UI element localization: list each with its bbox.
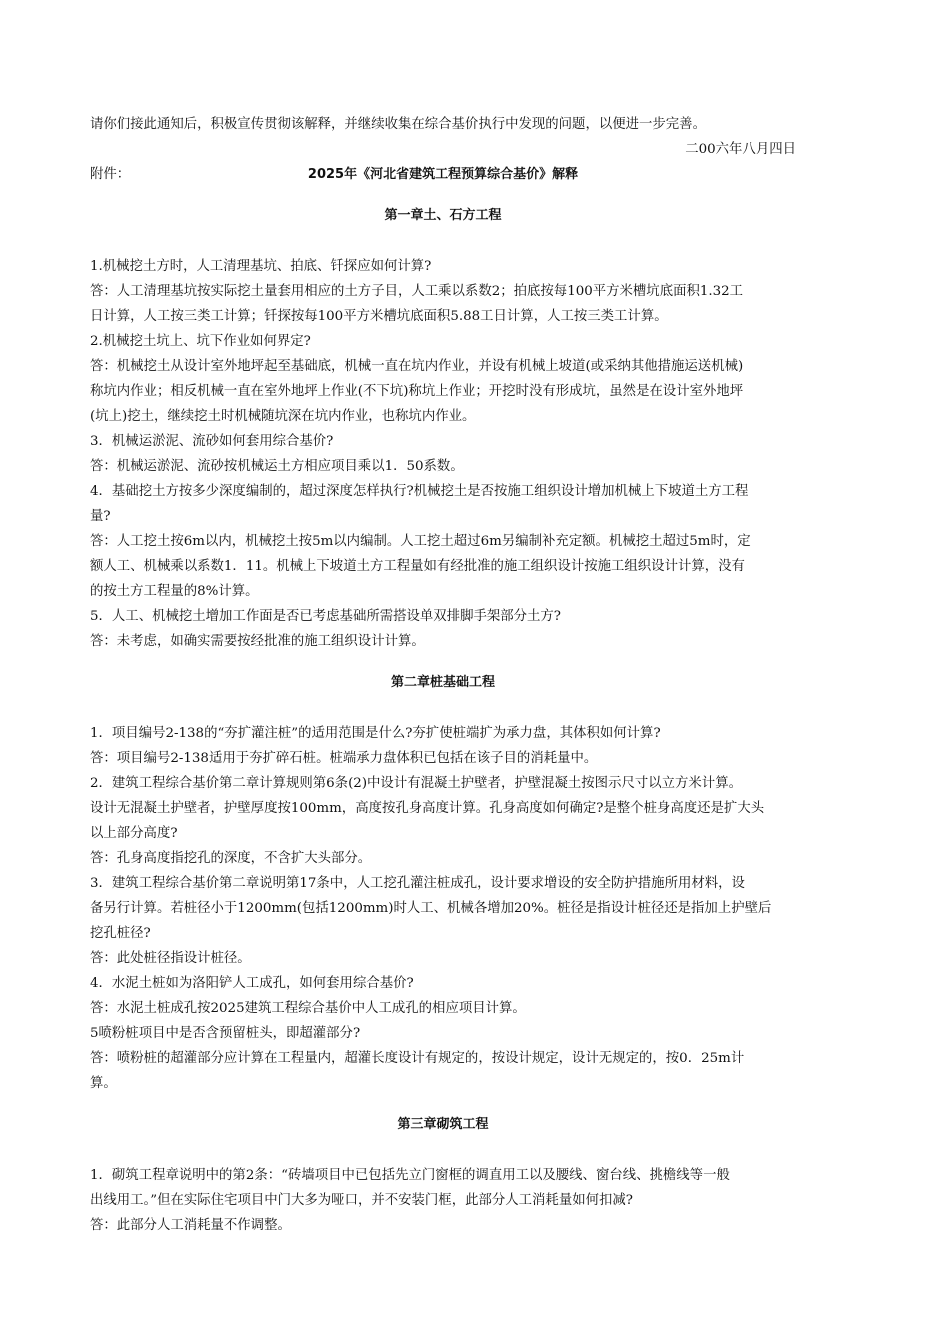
text-line: 3．机械运淤泥、流砂如何套用综合基价?: [90, 434, 334, 449]
text-line: 4．水泥土桩如为洛阳铲人工成孔，如何套用综合基价?: [90, 976, 414, 991]
text-line: 答：水泥土桩成孔按2025建筑工程综合基价中人工成孔的相应项目计算。: [90, 1001, 526, 1016]
text-line: 答：机械运淤泥、流砂按机械运土方相应项目乘以1．50系数。: [90, 459, 464, 474]
issue-date: 二00六年八月四日: [685, 142, 796, 157]
text-line: 备另行计算。若桩径小于1200mm(包括1200mm)时人工、机械各增加20%。桩径是指设计桩径还是指加上护壁后: [90, 901, 772, 916]
text-line: 1．砌筑工程章说明中的第2条：“砖墙项目中已包括先立门窗框的调直用工以及腰线、窗台线、挑檐线等一般: [90, 1168, 730, 1183]
text-line: 1．项目编号2-138的“夯扩灌注桩”的适用范围是什么?夯扩使桩端扩为承力盘，其体积如何计算?: [90, 726, 661, 741]
text-line: 3．建筑工程综合基价第二章说明第17条中，人工挖孔灌注桩成孔，设计要求增设的安全防护措施所用材料，设: [90, 876, 745, 891]
text-line: 答：此部分人工消耗量不作调整。: [90, 1218, 291, 1233]
text-line: 答：未考虑，如确实需要按经批准的施工组织设计计算。: [90, 634, 425, 649]
chapter-title: 第三章砌筑工程: [397, 1117, 489, 1132]
text-line: 答：人工清理基坑按实际挖土量套用相应的土方子目，人工乘以系数2；拍底按每100平方米槽坑底面积1.32工: [90, 284, 744, 299]
chapter-title: 第二章桩基础工程: [390, 675, 495, 690]
chapter-body: [90, 721, 796, 1096]
intro-paragraph: 请你们接此通知后，积极宣传贯彻该解释，并继续收集在综合基价执行中发现的问题，以便进一步完善。: [90, 117, 706, 132]
text-line: 出线用工。”但在实际住宅项目中门大多为哑口，并不安装门框，此部分人工消耗量如何扣减?: [90, 1193, 633, 1208]
chapter-body: [90, 1163, 796, 1238]
text-line: 5．人工、机械挖土增加工作面是否已考虑基础所需搭设单双排脚手架部分土方?: [90, 609, 561, 624]
chapter-title: 第一章土、石方工程: [384, 208, 502, 223]
text-line: 答：机械挖土从设计室外地坪起至基础底，机械一直在坑内作业，并设有机械上坡道(或采纳其他措施运送机械): [90, 359, 744, 374]
document-page: [90, 112, 796, 1238]
text-line: 量?: [90, 509, 111, 524]
text-line: 1.机械挖土方时，人工清理基坑、拍底、钎探应如何计算?: [90, 259, 432, 274]
text-line: 挖孔桩径?: [90, 926, 151, 941]
text-line: 答：孔身高度指挖孔的深度，不含扩大头部分。: [90, 851, 372, 866]
attachment-row: [90, 162, 796, 187]
text-line: 2．建筑工程综合基价第二章计算规则第6条(2)中设计有混凝土护壁者，护壁混凝土按图示尺寸以立方米计算。: [90, 776, 742, 791]
text-line: 的按土方工程量的8%计算。: [90, 584, 259, 599]
text-line: 额人工、机械乘以系数1．11。机械上下坡道土方工程量如有经批准的施工组织设计按施工组织设计计算，没有: [90, 559, 745, 574]
text-line: 以上部分高度?: [90, 826, 178, 841]
text-line: 2.机械挖土坑上、坑下作业如何界定?: [90, 334, 311, 349]
attachment-title: 2025年《河北省建筑工程预算综合基价》解释: [307, 167, 579, 182]
text-line: 答：项目编号2-138适用于夯扩碎石桩。桩端承力盘体积已包括在该子目的消耗量中。: [90, 751, 598, 766]
text-line: 答：人工挖土按6m以内，机械挖土按5m以内编制。人工挖土超过6m另编制补充定额。机械挖土超过5m时，定: [90, 534, 751, 549]
attachment-label: 附件：: [90, 167, 131, 182]
text-line: 设计无混凝土护壁者，护壁厚度按100mm，高度按孔身高度计算。孔身高度如何确定?是整个桩身高度还是扩大头: [90, 801, 765, 816]
text-line: 5喷粉桩项目中是否含预留桩头，即超灌部分?: [90, 1026, 361, 1041]
text-line: 日计算，人工按三类工计算；钎探按每100平方米槽坑底面积5.88工日计算，人工按三类工计算。: [90, 309, 668, 324]
text-line: (坑上)挖土，继续挖土时机械随坑深在坑内作业，也称坑内作业。: [90, 409, 476, 424]
text-line: 答：喷粉桩的超灌部分应计算在工程量内，超灌长度设计有规定的，按设计规定，设计无规定的，按0．25m计: [90, 1051, 745, 1066]
text-line: 答：此处桩径指设计桩径。: [90, 951, 251, 966]
text-line: 4．基础挖土方按多少深度编制的，超过深度怎样执行?机械挖土是否按施工组织设计增加机械上下坡道土方工程: [90, 484, 749, 499]
chapter-body: [90, 254, 796, 654]
text-line: 算。: [90, 1076, 117, 1091]
text-line: 称坑内作业；相反机械一直在室外地坪上作业(不下坑)称坑上作业；开挖时没有形成坑，虽然是在设计室外地坪: [90, 384, 744, 399]
